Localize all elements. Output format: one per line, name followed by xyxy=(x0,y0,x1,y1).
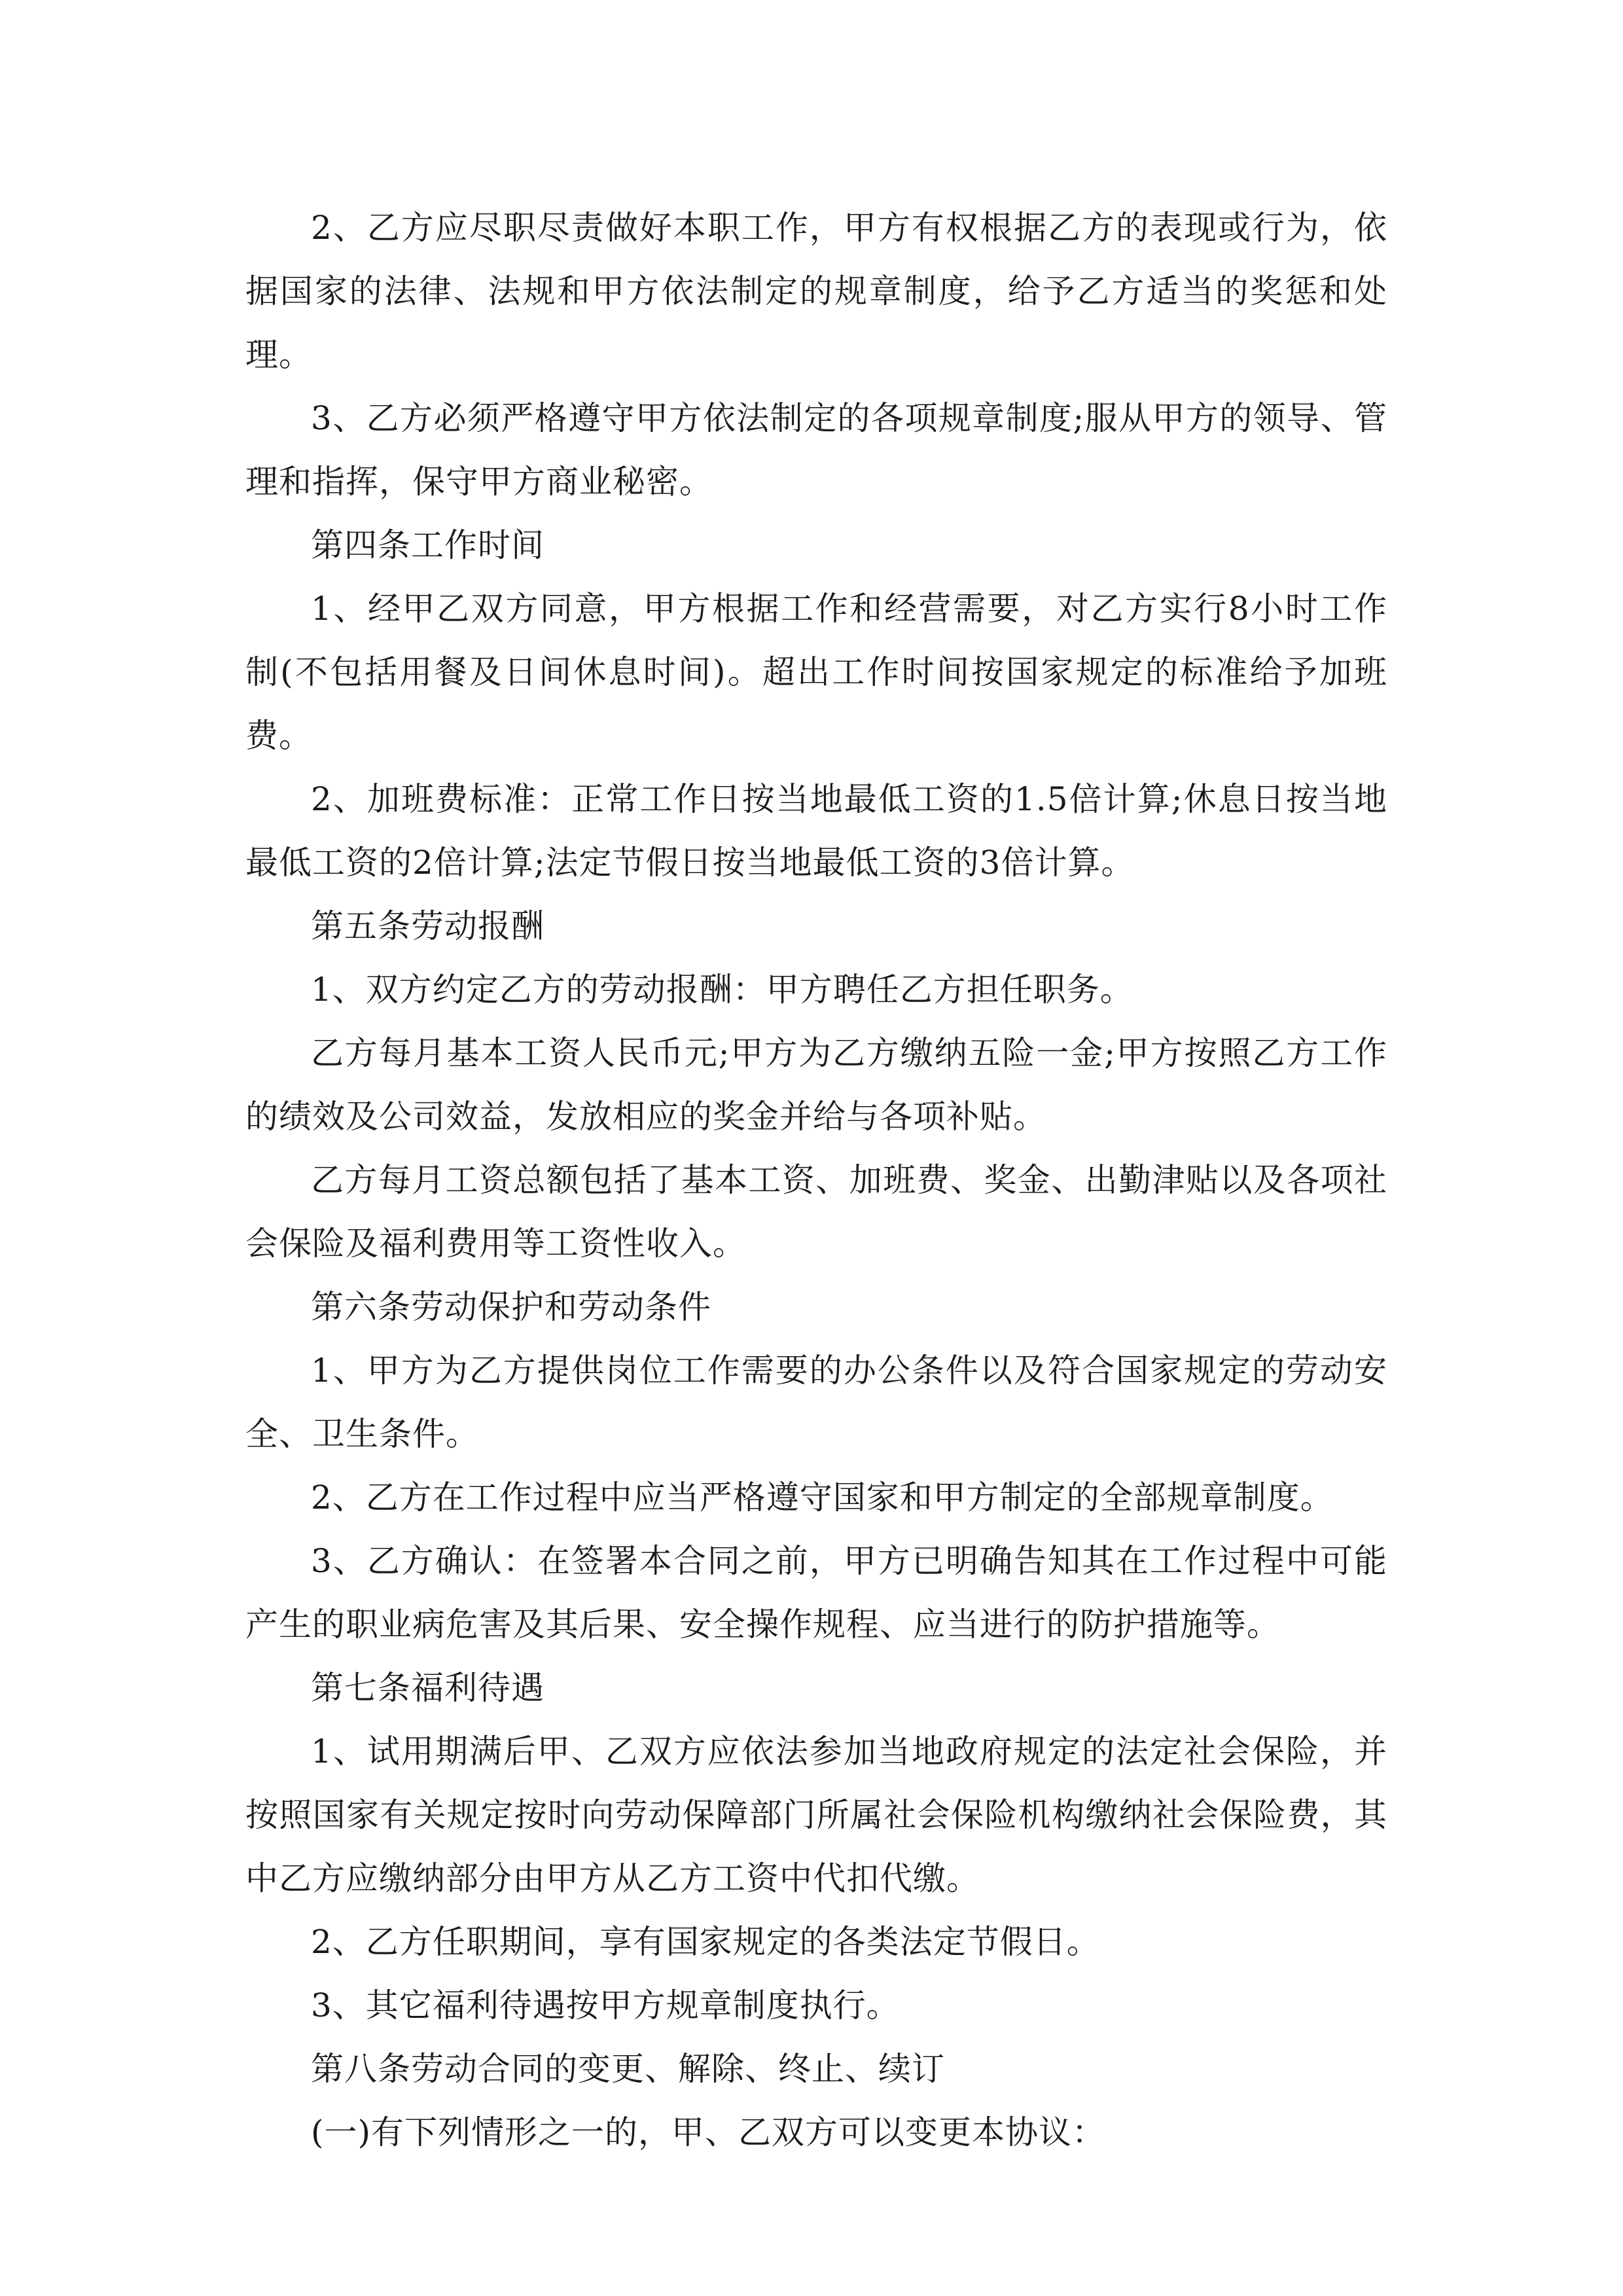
clause-paragraph: 2、乙方在工作过程中应当严格遵守国家和甲方制定的全部规章制度。 xyxy=(311,1479,1334,1516)
article-heading: 第五条劳动报酬 xyxy=(311,907,544,945)
clause-paragraph: 乙方每月基本工资人民币元;甲方为乙方缴纳五险一金;甲方按照乙方工作的绩效及公司效益，发放相应的奖金并给与各项补贴。 xyxy=(245,1034,1387,1136)
article-heading: 第四条工作时间 xyxy=(311,526,544,564)
clause-paragraph: 乙方每月工资总额包括了基本工资、加班费、奖金、出勤津贴以及各项社会保险及福利费用等工资性收入。 xyxy=(245,1161,1387,1263)
clause-paragraph: 2、乙方任职期间，享有国家规定的各类法定节假日。 xyxy=(311,1923,1100,1961)
clause-paragraph: 1、双方约定乙方的劳动报酬：甲方聘任乙方担任职务。 xyxy=(311,971,1133,1009)
clause-paragraph: 3、其它福利待遇按甲方规章制度执行。 xyxy=(311,1986,900,2024)
clause-paragraph: 1、甲方为乙方提供岗位工作需要的办公条件以及符合国家规定的劳动安全、卫生条件。 xyxy=(245,1352,1387,1453)
clause-paragraph: 2、乙方应尽职尽责做好本职工作，甲方有权根据乙方的表现或行为，依据国家的法律、法规和甲方依法制定的规章制度，给予乙方适当的奖惩和处理。 xyxy=(245,209,1387,374)
clause-paragraph: 3、乙方确认：在签署本合同之前，甲方已明确告知其在工作过程中可能产生的职业病危害及其后果、安全操作规程、应当进行的防护措施等。 xyxy=(245,1542,1387,1643)
document-body xyxy=(245,196,1387,2164)
clause-paragraph: 1、经甲乙双方同意，甲方根据工作和经营需要，对乙方实行8小时工作制(不包括用餐及日间休息时间)。超出工作时间按国家规定的标准给予加班费。 xyxy=(245,590,1387,755)
clause-paragraph: 3、乙方必须严格遵守甲方依法制定的各项规章制度;服从甲方的领导、管理和指挥，保守甲方商业秘密。 xyxy=(245,399,1387,501)
article-heading: 第七条福利待遇 xyxy=(311,1669,544,1707)
clause-paragraph: 2、加班费标准：正常工作日按当地最低工资的1.5倍计算;休息日按当地最低工资的2倍计算;法定节假日按当地最低工资的3倍计算。 xyxy=(245,780,1387,882)
article-heading: 第六条劳动保护和劳动条件 xyxy=(311,1288,711,1326)
article-heading: 第八条劳动合同的变更、解除、终止、续订 xyxy=(311,2050,945,2088)
clause-paragraph: 1、试用期满后甲、乙双方应依法参加当地政府规定的法定社会保险，并按照国家有关规定按时向劳动保障部门所属社会保险机构缴纳社会保险费，其中乙方应缴纳部分由甲方从乙方工资中代扣代缴。 xyxy=(245,1732,1387,1897)
clause-paragraph: (一)有下列情形之一的，甲、乙双方可以变更本协议： xyxy=(311,2113,1106,2151)
